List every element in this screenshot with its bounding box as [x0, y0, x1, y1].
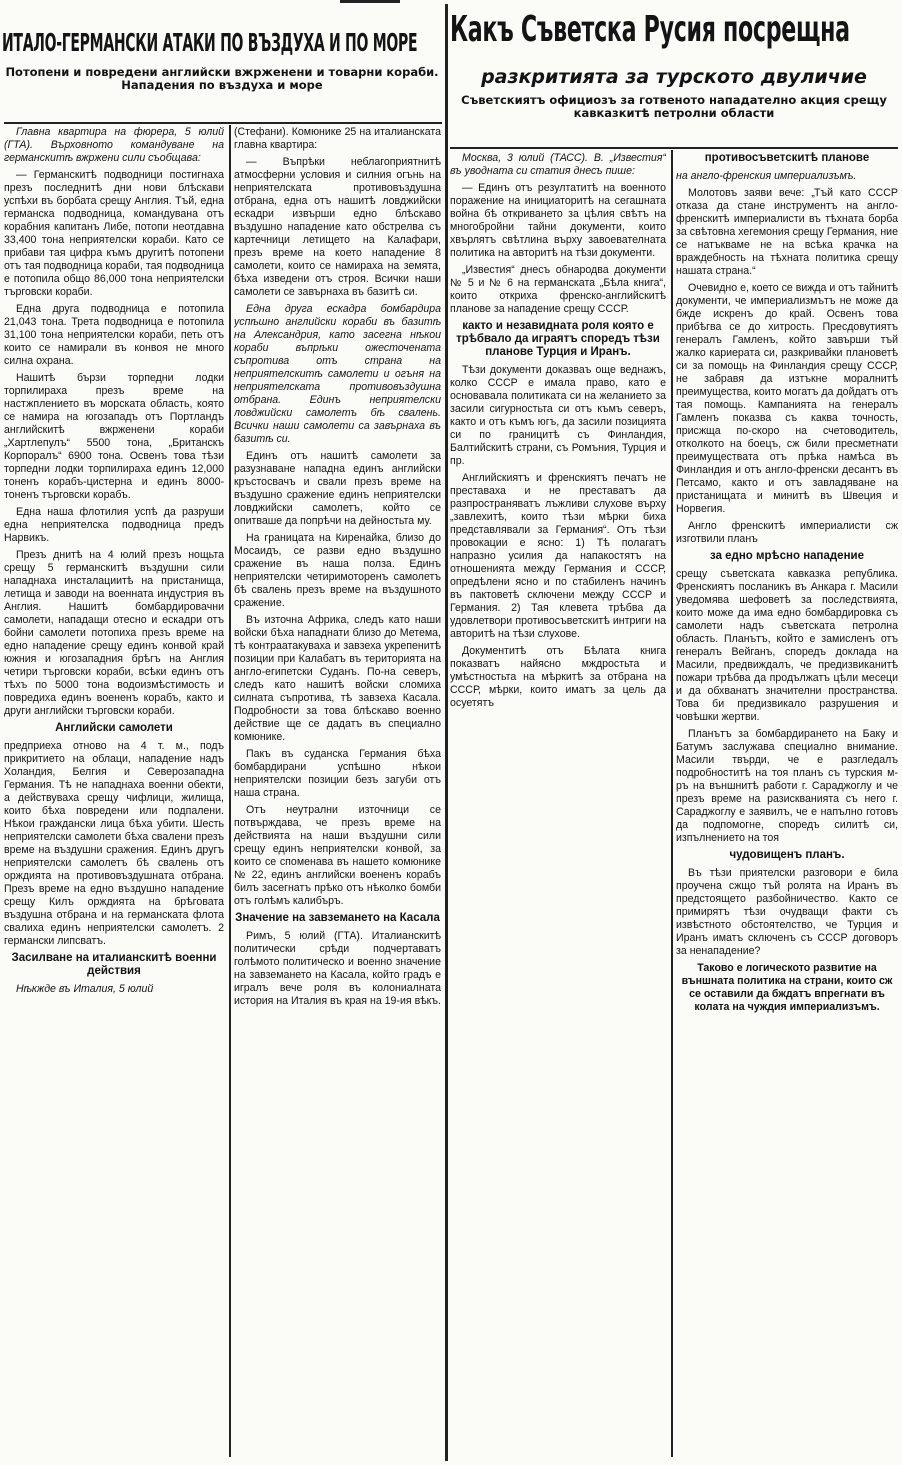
paragraph: Въ източна Африка, следъ като наши войски бѣха нападнати близо до Метема, тѣ контраатакуваха и завзеха укрепенитѣ позиции при Калабатъ въ територията на англо-египетски Суданъ. По-на северъ, следъ като нашитѣ войски сломиха силната съпротива, тѣ завзеха Касала. Подробности за това блѣскаво военно действие ще се дадатъ въ специално комюнике.: [234, 614, 441, 743]
article-2-headline: Какъ Съветска Русия посрещна: [450, 9, 850, 50]
article-2-deck: Съветскиятъ официозъ за готвеното нападателно акция срещу кавказкитѣ петролни области: [461, 93, 887, 120]
subheading: Засилване на италианскитѣ военни действия: [11, 952, 217, 977]
paragraph: Тѣзи документи доказваъ още веднажъ, колко СССР е имала право, като е основавала политиката си на желанието за засили сигурностьта си отъ къмъ северъ, както и отъ къмъ югъ, да засили позицията си по границитѣ съ Финландия, Балтийскитѣ страни, съ Ромъния, Турция и пр.: [450, 364, 666, 467]
page-top-rule: [340, 0, 400, 9]
article-2-subhead: разкритията за турското двуличие: [481, 66, 867, 88]
paragraph: Москва, 3 юлий (ТАСС). В. „Известия“ въ уводната си статия днесъ пише:: [450, 152, 666, 177]
closing-paragraph: Таково е логическото развитие на външната политика на страни, които сж се оставили да бждатъ впрегнати въ колата на чуждия империализъмъ.: [681, 962, 893, 1013]
paragraph: (Стефани). Комюнике 25 на италианската главна квартира:: [234, 126, 441, 151]
paragraph: предприеха отново на 4 т. м., подъ прикритието на облаци, нападение надъ Холандия, Белгия и Северозападна Германия. Тѣ не нападнаха военни обекти, а действуваха срещу чифлици, жилища, които бѣха повредени или подпалени. Нѣкои граждански лица бѣха убити. Шесть неприятелски самолети бѣха свалени презъ време на въздушни сражения. Единъ другъ неприятелски самолетъ бѣ свалень отъ орждията на противовъздушната отбрана. Презъ време на едно въздушно нападение срещу Килъ орждията на брѣговата въздушна отбрана и на германската флота свалиха единъ неприятелски самолетъ. 2 германски липсватъ.: [4, 740, 224, 947]
paragraph: Една друга подводница е потопила 21,043 тона. Трета подводница е потопила 31,100 тона неприятелски кораби, петь отъ които се намирали въ конвоя не много силна охрана.: [4, 303, 224, 367]
paragraph: Презъ днитѣ на 4 юлий презъ нощьта срещу 5 германскитѣ въздушни сили нападнаха инсталациитѣ на пристанища, летища и заводи на военната индустрия въ Англия. Нашитѣ бомбардировачни самолети, нападащи отесно и ескадри отъ бойни самолети потопиха презъ време на едно нападение срещу единъ конвой край южния и югозападния брѣгъ на Англия четири търговски кораби, всѣки единъ отъ тѣхъ по 5000 тона водоизмѣстимость и повредиха единъ воененъ корабъ, както и други английски търговски кораби.: [4, 549, 224, 717]
paragraph: — Единъ отъ резултатитѣ на военното поражение на инициаторитѣ на сегашната война бѣ откриването за цѣлия свѣтъ на многобройни тайни документи, които хвърлятъ свѣтлина върху завоевателната политика на авторитѣ на тѣзи документи.: [450, 182, 666, 259]
article-2-header: [450, 8, 898, 148]
paragraph: Нашитѣ бързи торпедни лодки торпилираха презъ време на настжплението въ морската область, която се намира на югозападъ отъ Портландъ английскитѣ вжрженени кораби „Хартлепулъ“ 5500 тона, „Британскъ Корпоралъ“ 6900 тона. Освенъ това тѣзи торпедни лодки торпилираха единъ 12,000 тоненъ корабъ-цистерна и единъ 8000-тоненъ търговски корабъ.: [4, 372, 224, 501]
article-2-column-2: [676, 152, 898, 1460]
paragraph: Една наша флотилия успѣ да разруши една неприятелска подводница предъ Нарвикъ.: [4, 506, 224, 544]
paragraph: Молотовъ заяви вече: „Тъй като СССР отказа да стане инструментъ на англо-френскитѣ империалисти въ тѣхната борба за свѣтовна хегемония срещу Германия, ние се натъкваме не на всѣка крачка на враждебность на тѣхната политика срещу нашата страна.“: [676, 187, 898, 277]
article-1-header: [2, 28, 442, 123]
article-1-column-2: [234, 126, 441, 1461]
paragraph: Нѣкжде въ Италия, 5 юлий: [16, 983, 154, 995]
paragraph: Очевидно е, което се вижда и отъ тайнитѣ документи, че империализмътъ не може да бжде искренъ до край. Освенъ това прибѣгва се до хитрость. Пресдовутиятъ генералъ Гамленъ, който завърши тъй жалко кариерата си, разкривайки плановетѣ си за помощь на Финландия срещу СССР, не забравя да изтъкне моралнитѣ преимущества, които могатъ да дойдатъ отъ тая помощь. Кампанията на генералъ Гамленъ показва съ каква точность, присжща по-скоро на счетоводитель, отколкото на боецъ, сж били пресметнати преимуществата отъ прѣка намѣса въ Финландия и отъ англо-френски десантъ въ Петсамо, както и отъ завладяване на пристанищата и минитѣ въ Швеция и Норвегия.: [676, 282, 898, 515]
article-2-header-rule: [450, 147, 898, 149]
subheading: за едно мрѣсно нападение: [710, 550, 864, 562]
subheading: Английски самолети: [55, 722, 173, 734]
paragraph: Римъ, 5 юлий (ГТА). Италианскитѣ политически срѣди подчертаватъ голѣмото политическо и военно значение на завземането на Касала, който градъ е игралъ вече роля въ колониалната история на Италия въ края на 19-ия вѣкъ.: [234, 930, 441, 1007]
paragraph: Документитѣ отъ Бѣлата книга показватъ найясно мждростьта и умѣстностьта на мѣркитѣ за отбрана на СССР, мѣрки, които иматъ за цель да осуетятъ: [450, 645, 666, 709]
subheading: противосъветскитѣ планове: [704, 152, 870, 164]
paragraph: Отъ неутрални източници се потвърждава, че презъ време на действията на наши въздушни сили срещу единъ неприятелски конвой, за които се споменава въ нашето комюнике № 22, единъ английски воененъ корабъ билъ засегнатъ прѣко отъ нѣколко бомби отъ голѣмъ калибъръ.: [234, 804, 441, 907]
paragraph: — Въпрѣки неблагоприятнитѣ атмосферни условия и силния огънь на неприятелската противовъздушна отбрана, една отъ нашитѣ ловджийски ескадри извърши едно блѣскаво въздушно нападение като обстрелва съ картечници летището на Калафари, презъ време на което нападение 8 самолети, които се намираха на земята, бѣха изведени отъ строя. Всички наши самолети се завърнаха въ базитѣ си.: [234, 156, 441, 298]
paragraph: Въ тѣзи приятелски разговори е била проучена сжщо тъй ролята на Иранъ въ предстоящето разбойничество. Както се примирятъ тѣзи очудващи факти съ извѣстното обстоятелство, че Турция и Иранъ иматъ сключенъ съ СССР договоръ за ненападение?: [676, 867, 898, 957]
subheading: чудовищенъ планъ.: [729, 849, 845, 861]
paragraph: — Германскитѣ подводници постигнаха презъ последнитѣ дни нови блѣскави успѣхи въ борбата срещу Англия. Тъй, една германска подводница, командувана отъ корабния капитанъ Либе, потопи неотдавна 33,400 тона неприятелски кораби. Като се прибави тая цифра къмъ другитѣ потопени отъ тая подводница кораби, тая подводница е потопила общо 86,000 тона неприятелски търговски кораби.: [4, 169, 224, 298]
paragraph: Англо френскитѣ империалисти сж изготвили планъ: [676, 520, 898, 545]
center-column-rule: [445, 4, 448, 1461]
article-2-column-1: [450, 152, 666, 982]
column-rule-right: [671, 150, 673, 1457]
article-1-subhead: Потопени и повредени английски вжрженени и товарни кораби. Нападения по въздуха и море: [5, 65, 439, 92]
paragraph: Английскиятъ и френскиятъ печатъ не преставаха и не преставатъ да разпространяватъ лъжливи слухове върху „завлехитѣ, които тѣзи мѣрки биха представлявали за Германия“. Отъ тѣзи провокации е ясно: 1) Тѣ полагатъ напразно усилия да напакостятъ на отношенията между Германия и СССР, опредѣлени ясно и по стабиленъ начинъ въ пактоветѣ сключени между СССР и Германия. 2) Тая клевета трѣбва да удовлетвори противосъветскитѣ интриги на авторитѣ на тѣзи слухове.: [450, 472, 666, 640]
paragraph: Планътъ за бомбардирането на Баку и Батумъ заслужава специално внимание. Масили твърди, че е разгледалъ подробноститѣ на тоя планъ съ турския м-ръ на външнитѣ работи г. Сараджоглу и че презъ време на разискванията съ него г. Сараджоглу е заявилъ, че е напълно готовъ да подпомогне, споредъ силитѣ си, изпълнението на тоя: [676, 728, 898, 844]
paragraph: на англо-френския империализъмъ.: [676, 170, 857, 182]
paragraph: срещу съветската кавказка република. Френскиятъ посланикъ въ Анкара г. Масили уведомява шефоветѣ за последствията, които може да има едно бомбардировка съ самолети надъ съветската петролна область. Планътъ, който е замисленъ отъ генералъ Вейганъ, споредъ доклада на Масили, предвиждалъ, че предизвиканитѣ пожари трѣбва да продължатъ цѣли месеци и да обхванатъ значителни пространства. Това би предизвикало разрушения и човѣшки жертви.: [676, 568, 898, 723]
paragraph: „Известия“ днесъ обнародва документи № 5 и № 6 на германската „Бѣла книга“, които откриха френско-английскитѣ планове за нападение срещу СССР.: [450, 264, 666, 315]
paragraph: Пакъ въ суданска Германия бѣха бомбардирани успѣшно нѣкои неприятелски позиции безъ загуби отъ наша страна.: [234, 748, 441, 799]
article-1-headline: ИТАЛО-ГЕРМАНСКИ АТАКИ ПО ВЪЗДУХА И ПО МОРЕ: [2, 28, 418, 57]
paragraph: Единъ отъ нашитѣ самолети за разузнаване нападна единъ английски кръстосвачъ и свали презъ време на въздушно сражение единъ неприятелски ловджийски самолетъ, който се опитваше да попрѣчи на дейностьта му.: [234, 450, 441, 527]
column-rule-left: [229, 125, 231, 1457]
paragraph: Главна квартира на фюрера, 5 юлий (ГТА). Върховното командуване на германскитѣ вжржени сили съобщава:: [4, 126, 224, 164]
article-1-column-1: [4, 126, 224, 1461]
article-1-header-rule: [4, 122, 442, 124]
paragraph: На границата на Киренайка, близо до Мосаидъ, се разви едно въздушно сражение въ наша полза. Единъ неприятелски четиримоторенъ самолетъ бѣ свалень презъ време на въздушното сражение.: [234, 532, 441, 609]
subheading: Значение на завземането на Касала: [235, 912, 440, 924]
subheading: както и незавидната роля която е трѣбвало да играятъ споредъ тѣзи планове Турция и Иранъ.: [456, 320, 660, 358]
paragraph: Една друга ескадра бомбардира успѣшно английски кораби въ базитѣ на Александрия, като засегна нѣкои кораби въпрѣки ожесточената съпротива отъ страна на неприятелскитѣ самолети и огъня на неприятелската противовъздушна отбрана. Единъ неприятелски ловджийски самолетъ бѣ свалень. Всички наши самолети са завърнаха въ базитѣ си.: [234, 303, 441, 445]
